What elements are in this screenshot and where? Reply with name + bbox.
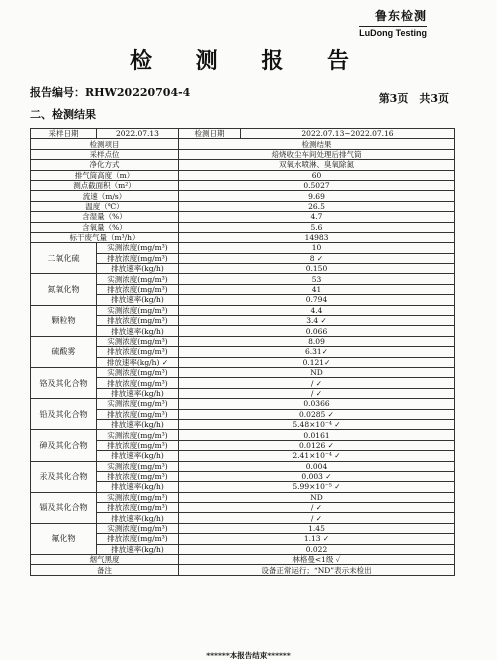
- test-date-label: 检测日期: [179, 129, 241, 139]
- row-label: 测点截面积（m²）: [31, 180, 179, 190]
- parameter-label: 排放速率(kg/h): [97, 326, 179, 336]
- table-row: [31, 492, 455, 502]
- row-label: 检测项目: [31, 139, 179, 149]
- pollutant-name: 镉及其化合物: [31, 492, 97, 523]
- parameter-value: / ✓: [179, 388, 455, 398]
- table-row: [31, 243, 455, 253]
- results-table: [30, 128, 455, 576]
- table-row: [31, 430, 455, 440]
- parameter-label: 排放浓度(mg/m³): [97, 440, 179, 450]
- section-heading: 二、检测结果: [30, 108, 96, 121]
- parameter-value: 53: [179, 274, 455, 284]
- row-label: 标干废气量（m³/h）: [31, 232, 179, 242]
- parameter-label: 排放速率(kg/h): [97, 513, 179, 523]
- parameter-label: 排放速率(kg/h): [97, 264, 179, 274]
- report-end-marker: ******本报告结束******: [206, 651, 291, 660]
- pollutant-name: 硫酸雾: [31, 336, 97, 367]
- table-row: [31, 367, 455, 377]
- pollutant-name: 氮氧化物: [31, 274, 97, 305]
- parameter-value: 8 ✓: [179, 253, 455, 263]
- table-row: [31, 222, 455, 232]
- parameter-value: 0.004: [179, 461, 455, 471]
- row-label: 烟气黑度: [31, 555, 179, 565]
- parameter-label: 实测浓度(mg/m³): [97, 336, 179, 346]
- report-title: 检 测 报 告: [130, 48, 367, 74]
- row-value: 焙烧收尘车间处理后排气筒: [179, 149, 455, 159]
- parameter-label: 排放浓度(mg/m³): [97, 284, 179, 294]
- parameter-value: 0.003 ✓: [179, 471, 455, 481]
- row-value: 检测结果: [179, 139, 455, 149]
- parameter-value: / ✓: [179, 378, 455, 388]
- parameter-value: 1.45: [179, 523, 455, 533]
- parameter-label: 排放浓度(mg/m³): [97, 409, 179, 419]
- pollutant-name: 颗粒物: [31, 305, 97, 336]
- parameter-label: 实测浓度(mg/m³): [97, 492, 179, 502]
- table-row: [31, 399, 455, 409]
- parameter-label: 实测浓度(mg/m³): [97, 243, 179, 253]
- table-row: [31, 305, 455, 315]
- parameter-value: 6.31✓: [179, 347, 455, 357]
- parameter-value: 0.794: [179, 295, 455, 305]
- pollutant-name: 铅及其化合物: [31, 399, 97, 430]
- parameter-label: 排放速率(kg/h): [97, 544, 179, 554]
- row-value: 9.69: [179, 191, 455, 201]
- parameter-label: 实测浓度(mg/m³): [97, 430, 179, 440]
- table-row: [31, 336, 455, 346]
- sampling-date-label: 采样日期: [31, 129, 97, 139]
- parameter-label: 实测浓度(mg/m³): [97, 274, 179, 284]
- parameter-label: 实测浓度(mg/m³): [97, 461, 179, 471]
- row-value: 60: [179, 170, 455, 180]
- row-label: 含氧量（%）: [31, 222, 179, 232]
- row-label: 采样点位: [31, 149, 179, 159]
- row-value: 0.5027: [179, 180, 455, 190]
- parameter-label: 实测浓度(mg/m³): [97, 399, 179, 409]
- row-label: 流速（m/s）: [31, 191, 179, 201]
- row-value: 4.7: [179, 212, 455, 222]
- table-row: [31, 139, 455, 149]
- parameter-label: 实测浓度(mg/m³): [97, 367, 179, 377]
- parameter-label: 排放浓度(mg/m³): [97, 347, 179, 357]
- row-value: 26.5: [179, 201, 455, 211]
- parameter-label: 排放浓度(mg/m³): [97, 378, 179, 388]
- table-row: [31, 555, 455, 565]
- parameter-label: 排放浓度(mg/m³): [97, 253, 179, 263]
- table-row: [31, 523, 455, 533]
- parameter-value: 0.121✓: [179, 357, 455, 367]
- pollutant-name: 铬及其化合物: [31, 367, 97, 398]
- parameter-value: 0.0366: [179, 399, 455, 409]
- parameter-label: 排放速率(kg/h): [97, 388, 179, 398]
- pollutant-name: 氟化物: [31, 523, 97, 554]
- table-row: [31, 461, 455, 471]
- parameter-value: 10: [179, 243, 455, 253]
- parameter-label: 排放速率(kg/h): [97, 419, 179, 429]
- parameter-label: 排放浓度(mg/m³): [97, 503, 179, 513]
- parameter-label: 排放速率(kg/h): [97, 451, 179, 461]
- parameter-label: 排放速率(kg/h) ✓: [97, 357, 179, 367]
- parameter-label: 排放速率(kg/h): [97, 482, 179, 492]
- parameter-value: ND: [179, 492, 455, 502]
- row-label: 备注: [31, 565, 179, 575]
- pollutant-name: 二氧化硫: [31, 243, 97, 274]
- company-name-cn: 鲁东检测: [374, 9, 427, 23]
- row-label: 排气筒高度（m）: [31, 170, 179, 180]
- parameter-value: / ✓: [179, 503, 455, 513]
- parameter-value: 4.4: [179, 305, 455, 315]
- company-logo: [359, 7, 427, 38]
- table-row: [31, 170, 455, 180]
- parameter-label: 排放浓度(mg/m³): [97, 316, 179, 326]
- parameter-value: ND: [179, 367, 455, 377]
- row-value: 设备正常运行；“ND”表示未检出: [179, 565, 455, 575]
- parameter-value: 0.0285 ✓: [179, 409, 455, 419]
- parameter-value: / ✓: [179, 513, 455, 523]
- parameter-value: 0.0161: [179, 430, 455, 440]
- row-label: 净化方式: [31, 160, 179, 170]
- table-row: [31, 565, 455, 575]
- parameter-value: 2.41×10⁻⁴ ✓: [179, 451, 455, 461]
- table-row: [31, 129, 455, 139]
- row-value: 14983: [179, 232, 455, 242]
- table-row: [31, 180, 455, 190]
- table-row: [31, 149, 455, 159]
- parameter-value: 0.0126 ✓: [179, 440, 455, 450]
- parameter-label: 排放浓度(mg/m³): [97, 471, 179, 481]
- parameter-value: 8.09: [179, 336, 455, 346]
- row-label: 含湿量（%）: [31, 212, 179, 222]
- table-row: [31, 160, 455, 170]
- report-number: 报告编号：RHW20220704-4: [30, 86, 191, 99]
- table-row: [31, 191, 455, 201]
- parameter-value: 3.4 ✓: [179, 316, 455, 326]
- parameter-label: 排放浓度(mg/m³): [97, 534, 179, 544]
- row-value: 5.6: [179, 222, 455, 232]
- parameter-label: 实测浓度(mg/m³): [97, 305, 179, 315]
- parameter-value: 5.48×10⁻⁴ ✓: [179, 419, 455, 429]
- parameter-label: 实测浓度(mg/m³): [97, 523, 179, 533]
- parameter-value: 0.066: [179, 326, 455, 336]
- table-row: [31, 212, 455, 222]
- parameter-value: 1.13 ✓: [179, 534, 455, 544]
- table-row: [31, 201, 455, 211]
- pollutant-name: 汞及其化合物: [31, 461, 97, 492]
- company-name-en: LuDong Testing: [359, 28, 427, 38]
- pollutant-name: 砷及其化合物: [31, 430, 97, 461]
- parameter-label: 排放速率(kg/h): [97, 295, 179, 305]
- test-date-value: 2022.07.13~2022.07.16: [241, 129, 455, 139]
- parameter-value: 5.99×10⁻⁵ ✓: [179, 482, 455, 492]
- row-value: 双氧水喷淋、臭氧除氮: [179, 160, 455, 170]
- table-row: [31, 232, 455, 242]
- parameter-value: 0.150: [179, 264, 455, 274]
- page-info: 第3页 共3页: [378, 92, 449, 105]
- parameter-value: 0.022: [179, 544, 455, 554]
- parameter-value: 41: [179, 284, 455, 294]
- row-label: 温度（℃）: [31, 201, 179, 211]
- row-value: 林格曼<1级 ✓: [179, 555, 455, 565]
- table-row: [31, 274, 455, 284]
- sampling-date-value: 2022.07.13: [97, 129, 179, 139]
